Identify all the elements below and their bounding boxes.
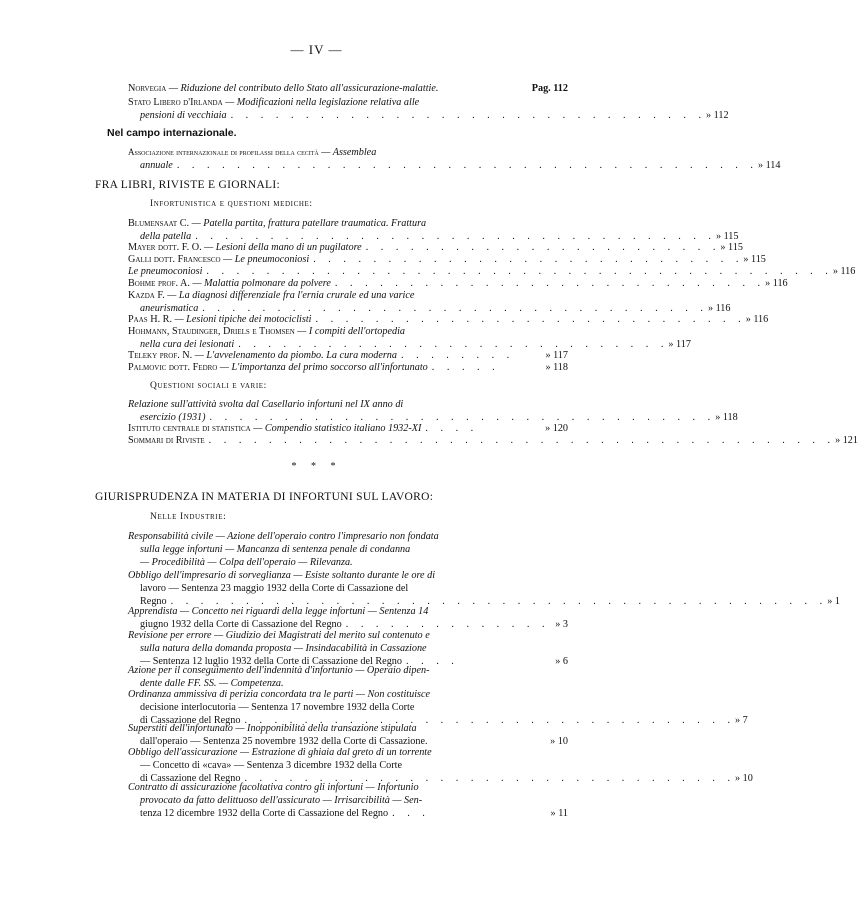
entry-author: Teleky prof. N. — [128, 350, 193, 361]
entry-title-cont: annuale — [140, 160, 173, 171]
entry-title: — L'avvelenamento da piombo. La cura moderna — [192, 350, 397, 361]
entry-page: » 117 — [668, 339, 691, 350]
section-heading-campo: Nel campo internazionale. — [107, 127, 237, 139]
entry-page: » 116 — [765, 278, 788, 289]
entry-page: » 1 — [827, 596, 840, 607]
entry-title: — Modificazioni nella legislazione relativa alle — [222, 97, 420, 108]
entry-title: — Assemblea — [318, 147, 377, 158]
subheading-mediche: Infortunistica e questioni mediche: — [150, 199, 313, 209]
entry-page: » 115 — [743, 254, 766, 265]
toc-entry: Revisione per errore — Giudizio dei Magistrati del merito sul contenuto e sulla natura della domanda proposta — Insindacabilità in Cassazione — Sentenza 12 luglio 1932 della Corte di Cassazione del Regno . . . . » 6 — [128, 630, 568, 667]
entry-author: Norvegia — [128, 83, 167, 94]
entry-page: » 114 — [757, 160, 781, 171]
entry-page: » 115 — [715, 231, 739, 242]
toc-entry — [128, 82, 568, 95]
entry-page: » 115 — [720, 242, 743, 253]
entry-author: Sommari di Riviste — [128, 435, 205, 446]
entry-page: » 11 — [550, 808, 568, 819]
toc-entry: Teleky prof. N. — L'avvelenamento da piombo. La cura moderna . . . . . . . . » 117 — [128, 350, 568, 361]
subheading-industrie: Nelle Industrie: — [150, 512, 227, 522]
entry-author: Kazda F. — [128, 290, 165, 301]
entry-title: Relazione sull'attività svolta dal Casellario infortuni nel IX anno di — [128, 399, 404, 410]
entry-title: — L'importanza del primo soccorso all'infortunato — [217, 362, 428, 373]
entry-title-cont: dall'operaio — Sentenza 25 novembre 1932 della Corte di Cassazione. — [140, 736, 428, 747]
entry-title: — Le pneumoconiosi — [220, 254, 310, 265]
entry-title-cont: di Cassazione del Regno — [140, 715, 241, 726]
entry-title-cont: decisione interlocutoria — Sentenza 17 novembre 1932 della Corte — [140, 702, 415, 713]
entry-title: Le pneumoconiosi — [128, 266, 203, 277]
entry-page: » 10 — [550, 736, 568, 747]
entry-title-cont: di Cassazione del Regno — [140, 773, 241, 784]
entry-author: Associazione internazionale di profilassi della cecità — [128, 147, 319, 157]
entry-title-cont: pensioni di vecchiaia — [140, 110, 227, 121]
section-separator: * * * — [291, 461, 342, 472]
entry-title-cont: lavoro — Sentenza 23 maggio 1932 della Corte di Cassazione del — [140, 583, 409, 594]
entry-title-cont: dente dalle FF. SS. — Competenza. — [140, 678, 284, 689]
toc-entry: Associazione internazionale di profilassi della cecità — Assemblea annuale . . . . . . . . . . . . . . . . . . . . . . . . . . . . . . . . . . . . . . . » 114 — [128, 147, 781, 171]
toc-entry: Relazione sull'attività svolta dal Casellario infortuni nel IX anno di esercizio (1931) . . . . . . . . . . . . . . . . . . . . . . . . . . . . . . . . . . » 118 — [128, 399, 738, 423]
entry-title: — Lesioni della mano di un pugilatore — [201, 242, 362, 253]
toc-entry: Le pneumoconiosi . . . . . . . . . . . . . . . . . . . . . . . . . . . . . . . . . . . . . . . . . . » 116 — [128, 266, 856, 277]
page-number: — IV — — [290, 42, 343, 57]
entry-author: Paas H. R. — [128, 314, 173, 325]
toc-entry: Stato Libero d'Irlanda — Modificazioni nella legislazione relativa alle pensioni di vecchiaia . . . . . . . . . . . . . . . . . . . . . . . . . . . . . . . . » 112 — [128, 97, 729, 121]
entry-title-cont: — Concetto di «cava» — Sentenza 3 dicembre 1932 della Corte — [140, 760, 402, 771]
section-heading-giurisprudenza: GIURISPRUDENZA IN MATERIA DI INFORTUNI SUL LAVORO: — [95, 491, 434, 503]
entry-title: Obbligo dell'impresario di sorveglianza — Esiste soltanto durante le ore di — [128, 570, 436, 581]
entry-title-cont: nella cura dei lesionati — [140, 339, 235, 350]
entry-page: » 116 — [832, 266, 856, 277]
toc-entry: Apprendista — Concetto nei riguardi della legge infortuni — Sentenza 14 giugno 1932 della Corte di Cassazione del Regno . . . . . . . . . . . . . . » 3 — [128, 606, 568, 630]
entry-page: » 116 — [745, 314, 769, 325]
entry-title-cont: tenza 12 dicembre 1932 della Corte di Cassazione del Regno — [140, 808, 389, 819]
toc-entry: Palmovic dott. Fedro — L'importanza del primo soccorso all'infortunato . . . . . » 118 — [128, 362, 568, 373]
section-heading-libri: FRA LIBRI, RIVISTE E GIORNALI: — [95, 179, 281, 191]
entry-title-cont: giugno 1932 della Corte di Cassazione del Regno — [140, 619, 342, 630]
entry-title: Superstiti dell'infortunato — Inopponibilità della transazione stipulata — [128, 723, 417, 734]
toc-entry: Istituto centrale di statistica — Compendio statistico italiano 1932-XI . . . . » 120 — [128, 423, 568, 434]
entry-title: Ordinanza ammissiva di perizia concordata tra le parti — Non costituisce — [128, 689, 431, 700]
entry-page: Pag. 112 — [531, 83, 568, 94]
entry-title: Contratto di assicurazione facoltativa contro gli infortuni — Infortunio — [128, 782, 419, 793]
entry-title: — I compiti dell'ortopedia — [294, 326, 406, 337]
entry-title: Apprendista — Concetto nei riguardi della legge infortuni — Sentenza 14 — [128, 606, 429, 617]
entry-title: Revisione per errore — Giudizio dei Magistrati del merito sul contenuto e — [128, 630, 430, 641]
toc-entry: Bohme prof. A. — Malattia polmonare da polvere . . . . . . . . . . . . . . . . . . . . . . . . . . . . . » 116 — [128, 278, 788, 289]
toc-entry: Galli dott. Francesco — Le pneumoconiosi . . . . . . . . . . . . . . . . . . . . . . . . . . . . . » 115 — [128, 254, 766, 265]
entry-title: — Lesioni tipiche dei motociclisti — [172, 314, 312, 325]
entry-title: — La diagnosi differenziale fra l'ernia crurale ed una varice — [164, 290, 415, 301]
entry-author: Mayer dott. F. O. — [128, 242, 202, 253]
toc-entry: Obbligo dell'impresario di sorveglianza — Esiste soltanto durante le ore di lavoro — Sentenza 23 maggio 1932 della Corte di Cassazione del Regno . . . . . . . . . . . . . . . . . . . . . . . . . . . . . . . . . . . . . . . . . . . . » 1 — [128, 570, 840, 607]
entry-page: » 117 — [545, 350, 568, 361]
entry-title: Responsabilità civile — Azione dell'operaio contro l'impresario non fondata — [128, 531, 439, 542]
subheading-sociali: Questioni sociali e varie: — [150, 381, 267, 391]
entry-title: — Riduzione del contributo dello Stato all'assicurazione-malattie. — [166, 83, 439, 94]
toc-entry: Obbligo dell'assicurazione — Estrazione di ghiaia dal greto di un torrente — Concetto di «cava» — Sentenza 3 dicembre 1932 della Corte di Cassazione del Regno . . . . . . . . . . . . . . . . . . . . . . . . . . . . . . . . . » 10 — [128, 747, 753, 784]
toc-entry: Kazda F. — La diagnosi differenziale fra l'ernia crurale ed una varice aneurismatica . . . . . . . . . . . . . . . . . . . . . . . . . . . . . . . . . . » 116 — [128, 290, 731, 314]
entry-page: » 116 — [707, 303, 731, 314]
toc-entry: Paas H. R. — Lesioni tipiche dei motociclisti . . . . . . . . . . . . . . . . . . . . . . . . . . . . . » 116 — [128, 314, 769, 325]
toc-entry: Ordinanza ammissiva di perizia concordata tra le parti — Non costituisce decisione interlocutoria — Sentenza 17 novembre 1932 della Corte di Cassazione del Regno . . . . . . . . . . . . . . . . . . . . . . . . . . . . . . . . . » 7 — [128, 689, 748, 726]
toc-entry: Hohmann, Staudinger, Driels e Thomsen — I compiti dell'ortopedia nella cura dei lesionati . . . . . . . . . . . . . . . . . . . . . . . . . . . . . » 117 — [128, 326, 691, 350]
entry-author: Bohme prof. A. — [128, 278, 190, 289]
entry-title-cont: Regno — [140, 596, 167, 607]
entry-page: » 3 — [555, 619, 568, 630]
entry-page: » 7 — [734, 715, 748, 726]
entry-author: Stato Libero d'Irlanda — [128, 97, 223, 108]
entry-author: Istituto centrale di statistica — [128, 423, 251, 434]
toc-entry: Contratto di assicurazione facoltativa contro gli infortuni — Infortunio provocato da fatto delittuoso dell'assicurato — Irrisarcibilità — Sen- tenza 12 dicembre 1932 della Corte di Cassazione del Regno . . . » 11 — [128, 782, 568, 819]
entry-title-cont: esercizio (1931) — [140, 412, 206, 423]
toc-entry: Sommari di Riviste . . . . . . . . . . . . . . . . . . . . . . . . . . . . . . . . . . . . . . . . . . » 121 — [128, 435, 858, 446]
entry-author: Blumensaat C. — [128, 218, 190, 229]
toc-entry — [128, 664, 568, 690]
entry-page: » 6 — [555, 656, 568, 667]
entry-page: » 118 — [715, 412, 738, 423]
entry-author: Palmovic dott. Fedro — [128, 362, 218, 373]
entry-page: » 118 — [545, 362, 568, 373]
entry-page: » 121 — [835, 435, 858, 446]
entry-title-cont: sulla natura della domanda proposta — Insindacabilità in Cassazione — [140, 643, 427, 654]
entry-title: — Patella partita, frattura patellare traumatica. Frattura — [189, 218, 427, 229]
entry-title-cont: aneurismatica — [140, 303, 199, 314]
entry-title: — Compendio statistico italiano 1932-XI — [250, 423, 422, 434]
entry-page: » 112 — [706, 110, 729, 121]
entry-title-cont: della patella — [140, 231, 192, 242]
entry-title-cont: — Sentenza 12 luglio 1932 della Corte di Cassazione del Regno — [140, 656, 402, 667]
entry-page: » 10 — [734, 773, 753, 784]
entry-author: Hohmann, Staudinger, Driels e Thomsen — [128, 326, 295, 337]
toc-entry — [128, 722, 568, 748]
entry-title: — Malattia polmonare da polvere — [189, 278, 331, 289]
entry-title: Obbligo dell'assicurazione — Estrazione di ghiaia dal greto di un torrente — [128, 747, 432, 758]
entry-title-cont: sulla legge infortuni — Mancanza di sentenza penale di condanna — [140, 544, 411, 555]
entry-author: Galli dott. Francesco — [128, 254, 221, 265]
toc-entry — [128, 530, 568, 569]
entry-title-cont: provocato da fatto delittuoso dell'assicurato — Irrisarcibilità — Sen- — [140, 795, 423, 806]
entry-title: Azione per il conseguimento dell'indennità d'infortunio — Operaio dipen- — [128, 665, 430, 676]
entry-title-cont: — Procedibilità — Colpa dell'operaio — Rilevanza. — [140, 557, 353, 568]
toc-entry: Blumensaat C. — Patella partita, frattura patellare traumatica. Frattura della patella . . . . . . . . . . . . . . . . . . . . . . . . . . . . . . . . . . . » 115 — [128, 218, 739, 242]
entry-page: » 120 — [545, 423, 568, 434]
toc-entry: Mayer dott. F. O. — Lesioni della mano di un pugilatore . . . . . . . . . . . . . . . . . . . . . . . . » 115 — [128, 242, 743, 253]
